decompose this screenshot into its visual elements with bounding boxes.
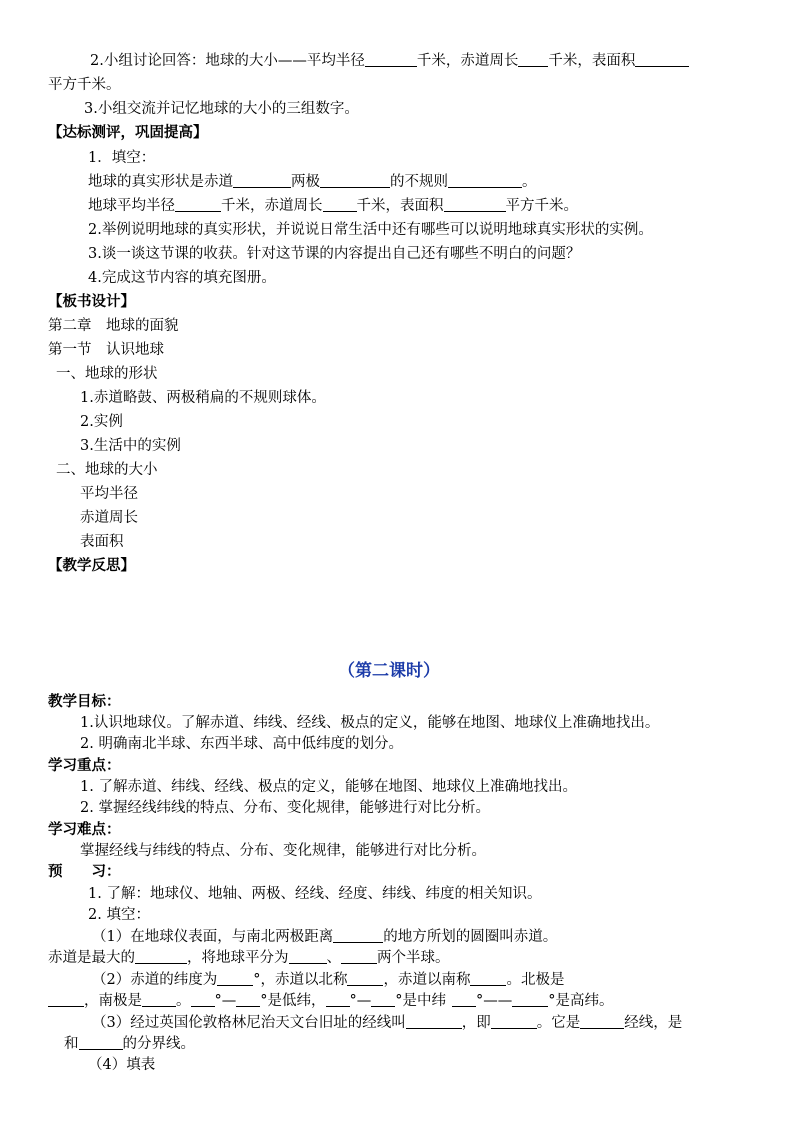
text-line: 1.认识地球仪。了解赤道、纬线、经线、极点的定义，能够在地图、地球仪上准确地找出。 (80, 715, 660, 731)
text: °— (214, 993, 237, 1009)
text-line: 3.谈一谈这节课的收获。针对这节课的内容提出自己还有哪些不明白的问题？ (88, 246, 581, 262)
text-line: 平方千米。 (48, 77, 121, 93)
text: （3）经过英国伦敦格林尼治天文台旧址的经线叫 (92, 1015, 406, 1031)
text: ，赤道以南称 (383, 972, 471, 988)
text-line: 第二章 地球的面貌 (48, 318, 179, 334)
text-line: 2. 填空： (88, 907, 150, 923)
blank (79, 1035, 123, 1050)
text: 。它是 (536, 1015, 581, 1031)
text-line: 2. 掌握经线纬线的特点、分布、变化规律，能够进行对比分析。 (80, 800, 490, 816)
text-line: 4.完成这节内容的填充图册。 (88, 270, 276, 286)
text: °是高纬。 (548, 993, 614, 1009)
section-heading: 教学目标： (48, 693, 121, 710)
fill-line (92, 927, 557, 947)
blank (635, 52, 689, 67)
blank (448, 173, 522, 188)
text: °是低纬， (260, 993, 326, 1009)
blank (323, 197, 357, 212)
text: ，南极是 (84, 993, 142, 1009)
text: 的分界线。 (122, 1036, 195, 1052)
text: 两极 (291, 174, 320, 190)
text-line: 一、地球的形状 (56, 366, 158, 382)
fill-line (92, 1013, 682, 1033)
text: 。 (522, 174, 537, 190)
section-heading: 学习重点： (48, 757, 121, 774)
text-line: 第一节 认识地球 (48, 342, 164, 358)
blank (452, 992, 476, 1007)
blank (142, 992, 176, 1007)
text: °—— (476, 993, 513, 1009)
text: 的不规则 (390, 174, 448, 190)
text-line: （4）填表 (88, 1057, 156, 1073)
blank (580, 1014, 624, 1029)
text: °是中纬 (395, 993, 446, 1009)
blank (289, 949, 327, 964)
text: 两个半球。 (377, 950, 450, 966)
text: 。 (176, 993, 191, 1009)
fill-line (48, 991, 614, 1011)
blank (135, 949, 187, 964)
blank (444, 197, 506, 212)
text-line: 2.实例 (80, 414, 123, 430)
blank (333, 928, 383, 943)
text: 千米，赤道周长 (416, 53, 519, 69)
text: （2）赤道的纬度为 (92, 972, 218, 988)
blank (371, 992, 395, 1007)
blank (512, 992, 548, 1007)
section-heading: 预 习： (48, 863, 121, 880)
blank (470, 971, 506, 986)
text: 、 (326, 950, 341, 966)
lesson-title: （第二课时） (338, 661, 440, 681)
blank (236, 992, 260, 1007)
text: 千米，赤道周长 (221, 198, 323, 214)
text-line: 3.小组交流并记忆地球的大小的三组数字。 (84, 101, 359, 117)
blank (191, 992, 215, 1007)
text-line: 二、地球的大小 (56, 462, 158, 478)
blank (365, 52, 417, 67)
text: 2.小组讨论回答：地球的大小——平均半径 (90, 53, 365, 69)
text-line: 掌握经线与纬线的特点、分布、变化规律，能够进行对比分析。 (80, 843, 486, 859)
section-heading: 【教学反思】 (48, 557, 135, 574)
fill-line (88, 172, 537, 192)
text-line: 2. 明确南北半球、东西半球、高中低纬度的划分。 (80, 736, 403, 752)
blank (491, 1014, 537, 1029)
blank (326, 992, 350, 1007)
text: 千米，表面积 (356, 198, 444, 214)
text: 地球平均半径 (88, 198, 175, 214)
section-heading: 学习难点： (48, 821, 121, 838)
text: ，将地球平分为 (187, 950, 289, 966)
fill-line (88, 196, 578, 216)
text: °— (349, 993, 372, 1009)
section-heading: 【板书设计】 (48, 293, 135, 310)
text: 赤道是最大的 (48, 950, 135, 966)
blank (341, 949, 377, 964)
text: （1）在地球仪表面，与南北两极距离 (92, 929, 334, 945)
blank (320, 173, 390, 188)
text: °，赤道以北称 (253, 972, 348, 988)
blank (175, 197, 221, 212)
blank (48, 992, 84, 1007)
text-line: 1.赤道略鼓、两极稍扁的不规则球体。 (80, 390, 326, 406)
discussion-line (90, 51, 689, 71)
text-line: 3.生活中的实例 (80, 438, 181, 454)
blank (518, 52, 548, 67)
text-line: 1. 了解赤道、纬线、经线、极点的定义，能够在地图、地球仪上准确地找出。 (80, 779, 577, 795)
text-line: 2.举例说明地球的真实形状，并说说日常生活中还有哪些可以说明地球真实形状的实例。 (88, 222, 653, 238)
blank (233, 173, 291, 188)
section-heading: 【达标测评，巩固提高】 (48, 124, 208, 141)
text: ，即 (461, 1015, 491, 1031)
text: 地球的真实形状是赤道 (88, 174, 233, 190)
fill-line (64, 1034, 195, 1054)
text-line: 1．填空： (88, 150, 156, 166)
text: 。北极是 (506, 972, 565, 988)
blank (217, 971, 253, 986)
text: 的地方所划的圆圈叫赤道。 (383, 929, 558, 945)
text: 平方千米。 (505, 198, 578, 214)
text-line: 表面积 (80, 534, 124, 550)
fill-line (48, 948, 450, 968)
fill-line (92, 970, 564, 990)
text: 经线，是 (624, 1015, 683, 1031)
text-line: 1. 了解：地球仪、地轴、两极、经线、经度、纬线、纬度的相关知识。 (88, 886, 542, 902)
blank (347, 971, 383, 986)
text-line: 赤道周长 (80, 510, 138, 526)
text: 千米，表面积 (548, 53, 636, 69)
blank (406, 1014, 462, 1029)
text-line: 平均半径 (80, 486, 138, 502)
text: 和 (64, 1036, 79, 1052)
